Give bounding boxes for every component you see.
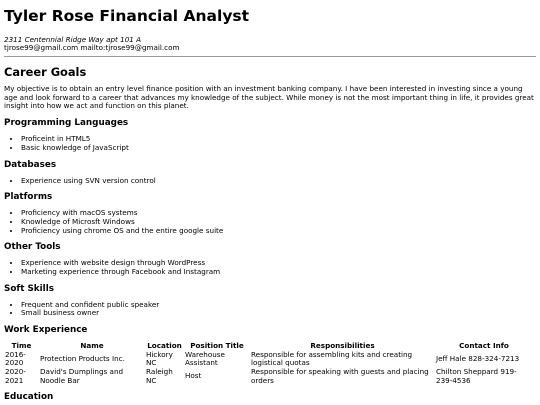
- list-item: • Proficiency using chrome OS and the entire google suite: [21, 227, 536, 236]
- table-row: [4, 351, 533, 368]
- databases-list: [4, 177, 536, 186]
- name-cell: David's Dumplings and Noodle Bar: [40, 367, 124, 385]
- list-item: • Marketing experience through Facebook and Instagram: [21, 268, 536, 277]
- divider: [4, 56, 536, 57]
- column-header: Location: [147, 341, 182, 351]
- objective-text: My objective is to obtain an entry level finance position with an investment banking company. I have been interested in investing since a young age and look forward to a career that advances my knowledge of the subject. While money is not the most important thing in life, it provides great insight into how we act and function on this planet.: [4, 84, 534, 111]
- column-header: Name: [80, 341, 104, 351]
- other-tools-heading: Other Tools: [4, 242, 61, 253]
- time-cell: 2016-2020: [5, 349, 26, 368]
- table-row: [4, 368, 533, 385]
- address: 2311 Centennial Ridge Way apt 101 A: [4, 34, 142, 44]
- work-experience-table: [4, 342, 533, 385]
- email-line: tjrose99@gmail.com mailto:tjrose99@gmail.com: [4, 43, 180, 53]
- column-header: Time: [11, 341, 32, 351]
- soft-skills-list: [4, 301, 536, 318]
- position-cell: Warehouse Assistant: [185, 349, 225, 368]
- contact-cell: Jeff Hale 828-324-7213: [436, 354, 520, 364]
- responsibilities-cell: Responsible for speaking with guests and placing orders: [251, 367, 429, 385]
- location-cell: Hickory NC: [146, 349, 173, 368]
- other-tools-list: [4, 259, 536, 276]
- work-experience-heading: Work Experience: [4, 325, 88, 336]
- column-header: Contact Info: [459, 341, 509, 351]
- list-item: • Knowledge of Microsft Windows: [21, 218, 536, 227]
- contact-cell: Chilton Sheppard 919-239-4536: [436, 367, 517, 385]
- list-item: • Proficiency with macOS systems: [21, 209, 536, 218]
- location-cell: Raleigh NC: [146, 367, 173, 385]
- education-heading: Education: [4, 392, 54, 403]
- career-goals-heading: Career Goals: [4, 65, 87, 80]
- list-item: • Small business owner: [21, 309, 536, 318]
- page-title: Tyler Rose Financial Analyst: [4, 7, 250, 25]
- list-item: • Frequent and confident public speaker: [21, 301, 536, 310]
- platforms-heading: Platforms: [4, 192, 53, 203]
- name-cell: Protection Products Inc.: [40, 354, 125, 364]
- programming-languages-heading: Programming Languages: [4, 118, 129, 129]
- list-item: • Proficeint in HTML5: [21, 135, 536, 144]
- list-item: • Experience using SVN version control: [21, 177, 536, 186]
- responsibilities-cell: Responsible for assembling kits and creating logistical quotas: [251, 349, 413, 368]
- column-header: Responsibilities: [310, 341, 375, 351]
- list-item: • Experience with website design through WordPress: [21, 259, 536, 268]
- time-cell: 2020-2021: [5, 367, 26, 385]
- databases-heading: Databases: [4, 159, 57, 170]
- position-cell: Host: [185, 371, 202, 381]
- platforms-list: [4, 209, 536, 235]
- list-item: • Basic knowledge of JavaScript: [21, 144, 536, 153]
- column-header: Position Title: [190, 341, 244, 351]
- soft-skills-heading: Soft Skills: [4, 283, 54, 294]
- programming-languages-list: [4, 135, 536, 152]
